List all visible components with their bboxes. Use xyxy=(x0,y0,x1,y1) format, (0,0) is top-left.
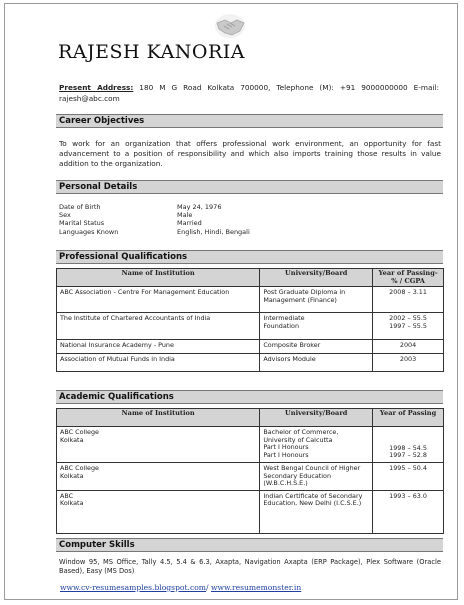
professional-qualifications-table xyxy=(56,268,444,372)
personal-value: Married xyxy=(177,219,202,228)
year-cell: 1993 – 63.0 xyxy=(373,490,444,533)
professional-qualifications-heading: Professional Qualifications xyxy=(56,250,443,264)
candidate-name: RAJESH KANORIA xyxy=(58,41,246,63)
personal-row xyxy=(59,228,250,236)
institution-cell: ABC College Kolkata xyxy=(57,463,260,491)
personal-row xyxy=(59,203,250,211)
table-header-row xyxy=(57,269,444,287)
institution-cell: ABC Kolkata xyxy=(57,490,260,533)
column-header: Name of Institution xyxy=(57,269,260,287)
personal-key: Sex xyxy=(59,211,71,220)
column-header: University/Board xyxy=(260,269,373,287)
board-cell: Advisors Module xyxy=(260,354,373,372)
present-address xyxy=(59,83,439,104)
personal-row xyxy=(59,211,250,219)
computer-skills-heading: Computer Skills xyxy=(56,538,443,552)
year-cell: 2003 xyxy=(373,354,444,372)
footer-link-cv-resumesamples[interactable]: www.cv-resumesamples.blogspot.com xyxy=(60,583,206,592)
table-row xyxy=(57,490,444,533)
academic-qualifications-heading: Academic Qualifications xyxy=(56,390,443,404)
address-label: Present Address: xyxy=(59,83,134,92)
institution-cell: Association of Mutual Funds in India xyxy=(57,354,260,372)
table-row xyxy=(57,427,444,463)
personal-details-heading: Personal Details xyxy=(56,180,443,194)
personal-key: Languages Known xyxy=(59,227,119,236)
personal-key: Marital Status xyxy=(59,219,105,228)
institution-cell: The Institute of Chartered Accountants of India xyxy=(57,313,260,340)
board-cell: West Bengal Council of Higher Secondary Education (W.B.C.H.S.E.) xyxy=(260,463,373,491)
institution-cell: National Insurance Academy - Pune xyxy=(57,340,260,354)
computer-skills-text: Window 95, MS Office, Tally 4.5, 5.4 & 6.3, Axapta, Navigation Axapta (ERP Package), Plex Software (Oracle Based), Easy (MS Dos) xyxy=(59,558,441,575)
institution-cell: ABC Association - Centre For Management Education xyxy=(57,287,260,313)
handshake-icon xyxy=(213,11,247,41)
table-row xyxy=(57,354,444,372)
column-header: Year of Passing- % / CGPA xyxy=(373,269,444,287)
personal-details-list xyxy=(59,203,250,236)
personal-key: Date of Birth xyxy=(59,203,101,211)
academic-qualifications-table xyxy=(56,408,444,534)
table-row xyxy=(57,313,444,340)
year-cell: 2002 – 55.5 1997 – 55.5 xyxy=(373,313,444,340)
year-cell: 1995 – 50.4 xyxy=(373,463,444,491)
career-objectives-text: To work for an organization that offers professional work environment, an opportunity for fast advancement to a position of responsibility and which also imports training those results in value addition to the organization. xyxy=(59,139,441,168)
board-cell: Bachelor of Commerce, University of Calcutta Part I Honours Part I Honours xyxy=(260,427,373,463)
footer-separator: / xyxy=(206,583,211,592)
personal-row xyxy=(59,219,250,227)
board-cell: Indian Certificate of Secondary Education, New Delhi (I.C.S.E.) xyxy=(260,490,373,533)
table-row xyxy=(57,463,444,491)
personal-value: English, Hindi, Bengali xyxy=(177,227,250,236)
board-cell: Composite Broker xyxy=(260,340,373,354)
personal-value: Male xyxy=(177,211,193,220)
board-cell: Post Graduate Diploma in Management (Finance) xyxy=(260,287,373,313)
career-objectives-heading: Career Objectives xyxy=(56,114,443,128)
table-row xyxy=(57,340,444,354)
column-header: Year of Passing xyxy=(373,409,444,427)
year-cell: 2004 xyxy=(373,340,444,354)
table-row xyxy=(57,287,444,313)
institution-cell: ABC College Kolkata xyxy=(57,427,260,463)
address-text: 180 M G Road Kolkata 700000, Telephone (M): +91 9000000000 E-mail: rajesh@abc.com xyxy=(59,83,439,103)
personal-value: May 24, 1976 xyxy=(177,203,222,211)
footer-link-resumemonster[interactable]: www.resumemonster.in xyxy=(210,583,302,592)
year-cell: 1998 – 54.5 1997 – 52.8 xyxy=(373,427,444,463)
column-header: University/Board xyxy=(260,409,373,427)
board-cell: Intermediate Foundation xyxy=(260,313,373,340)
table-header-row xyxy=(57,409,444,427)
footer-links xyxy=(60,583,301,592)
year-cell: 2008 – 3.11 xyxy=(373,287,444,313)
column-header: Name of Institution xyxy=(57,409,260,427)
